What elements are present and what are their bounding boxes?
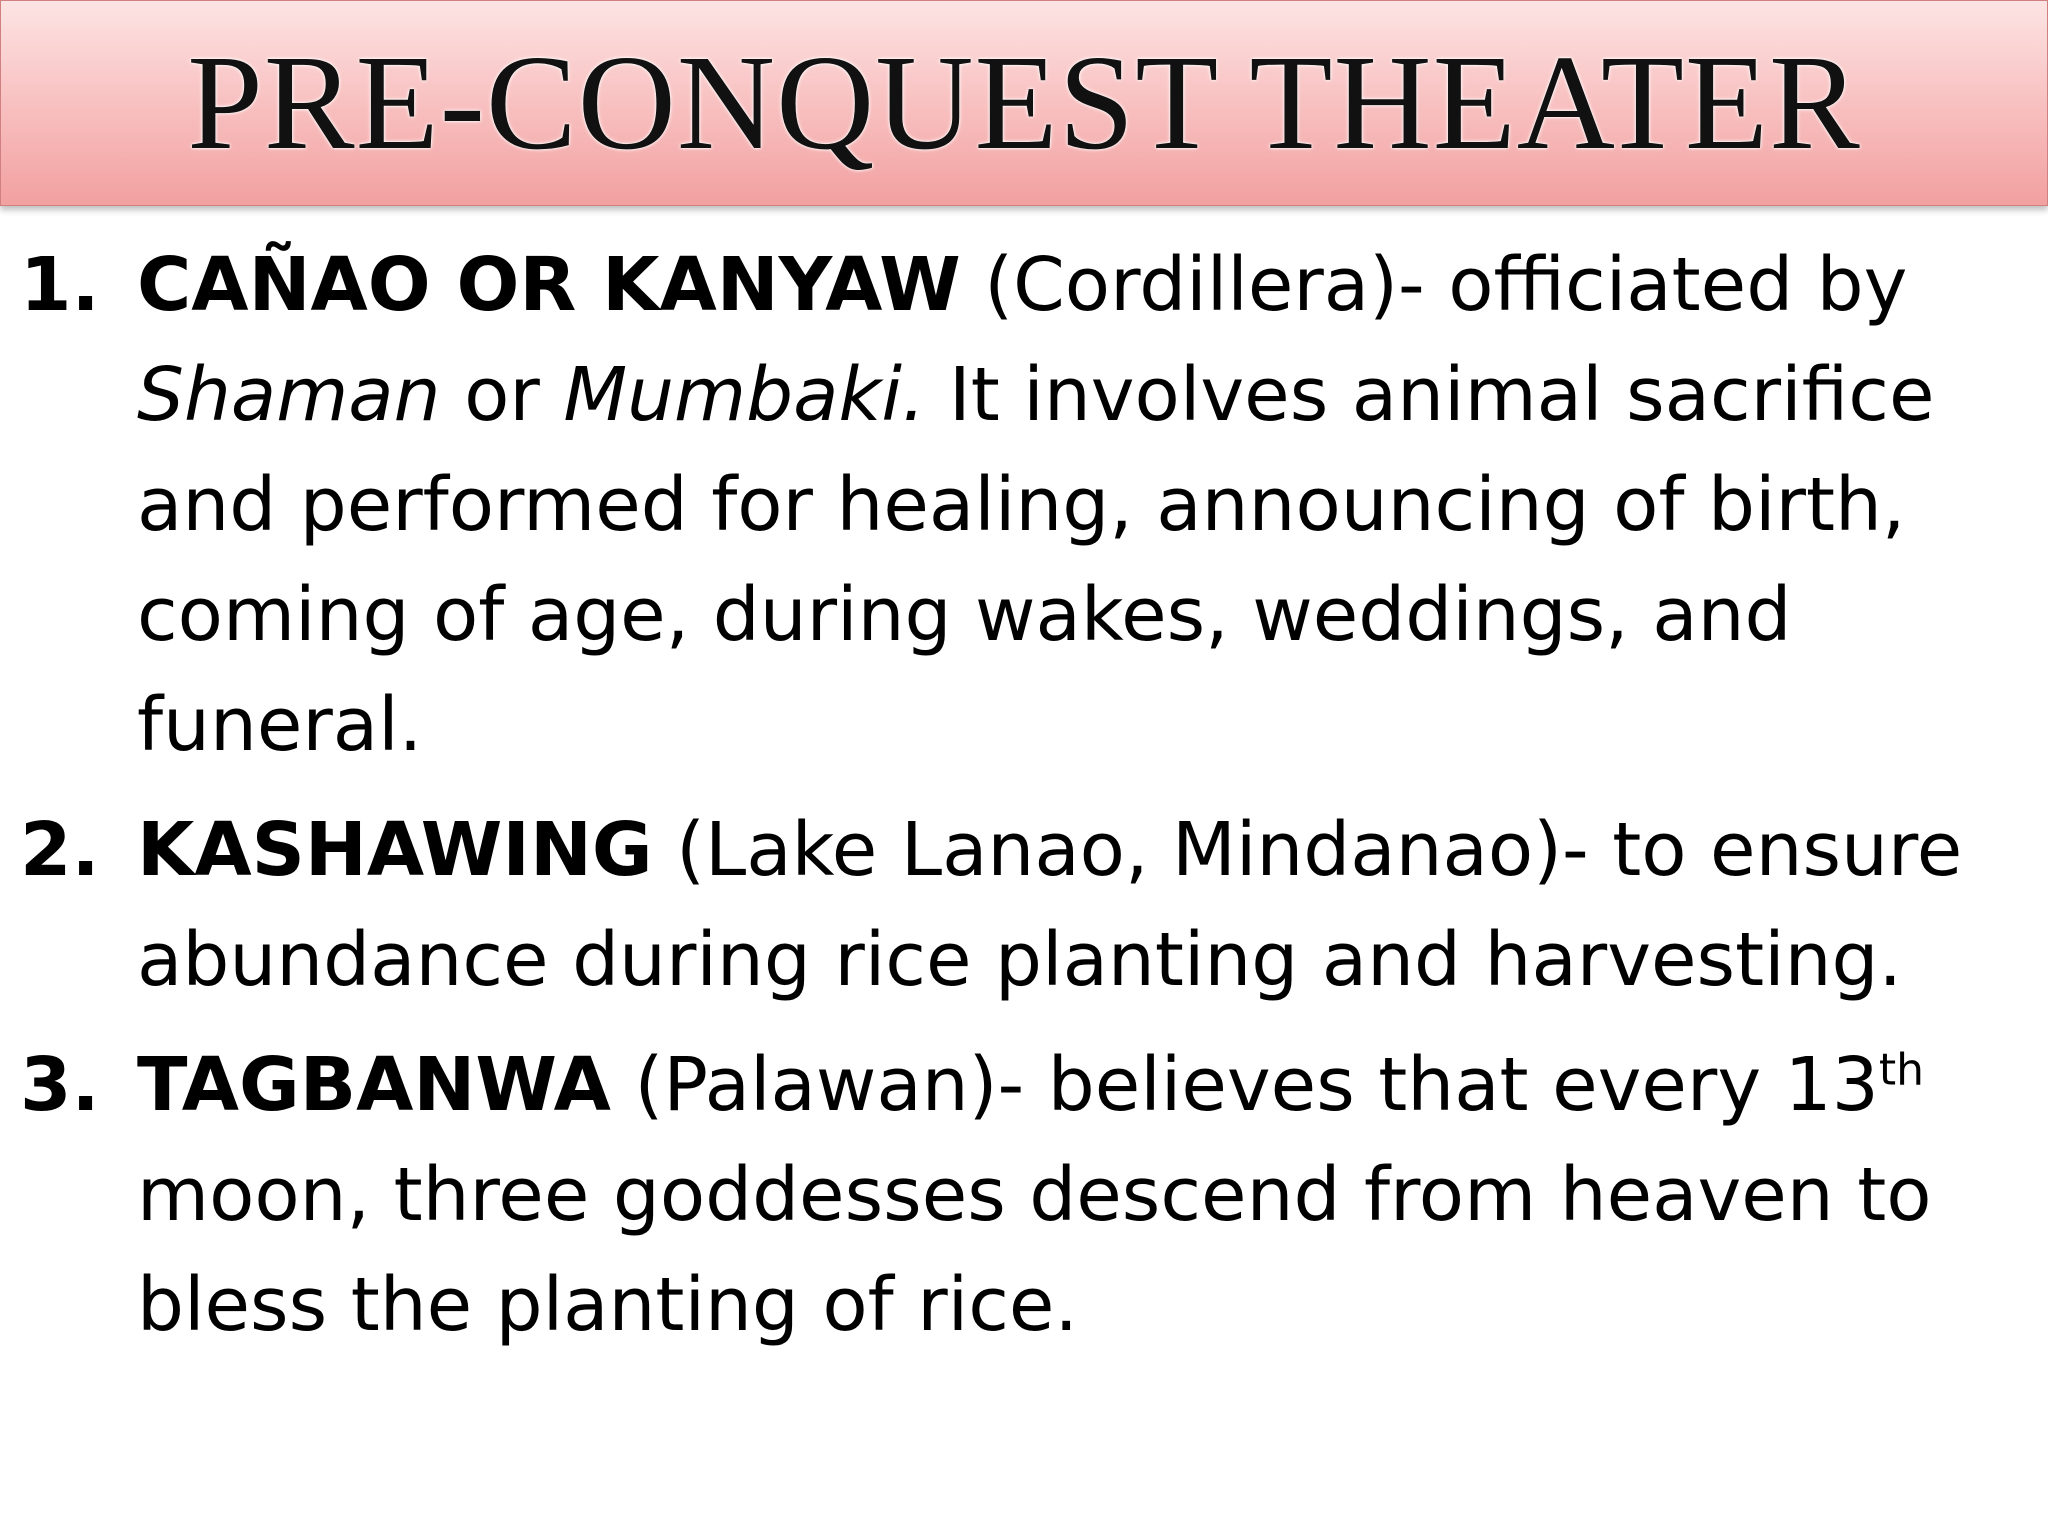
item-line: moon, three goddesses descend from heaven to bbox=[137, 1152, 1932, 1238]
list-item bbox=[20, 230, 2010, 780]
list-item bbox=[20, 795, 2010, 1015]
item-line-text: It involves animal sacrifice bbox=[925, 352, 1935, 438]
item-line: bless the planting of rice. bbox=[137, 1262, 1078, 1348]
item-line-text: (Lake Lanao, Mindanao)- to ensure bbox=[652, 807, 1963, 893]
item-text bbox=[137, 795, 2010, 1015]
item-term: CAÑAO OR KANYAW bbox=[137, 242, 961, 328]
item-line: funeral. bbox=[137, 682, 423, 768]
item-term: KASHAWING bbox=[137, 807, 653, 893]
item-line-text: (Palawan)- believes that every 13 bbox=[610, 1042, 1879, 1128]
title-banner bbox=[0, 0, 2048, 206]
item-line: coming of age, during wakes, weddings, and bbox=[137, 572, 1792, 658]
numbered-list bbox=[20, 230, 2010, 1375]
item-line: and performed for healing, announcing of birth, bbox=[137, 462, 1906, 548]
item-number: 3. bbox=[20, 1042, 100, 1128]
item-number: 1. bbox=[20, 242, 100, 328]
item-line bbox=[137, 340, 2010, 450]
italic-term: Mumbaki. bbox=[563, 352, 926, 438]
item-text bbox=[137, 1030, 2010, 1360]
item-line bbox=[137, 1030, 2010, 1140]
list-item bbox=[20, 1030, 2010, 1360]
ordinal-suffix: th bbox=[1878, 1044, 1924, 1096]
item-term: TAGBANWA bbox=[137, 1042, 611, 1128]
item-text bbox=[137, 230, 2010, 780]
item-number: 2. bbox=[20, 807, 100, 893]
italic-term: Shaman bbox=[137, 352, 441, 438]
item-line bbox=[137, 795, 2010, 905]
item-line-text: or bbox=[440, 352, 564, 438]
item-line-text: (Cordillera)- officiated by bbox=[960, 242, 1908, 328]
slide-title: PRE-CONQUEST THEATER bbox=[187, 28, 1861, 178]
item-line: abundance during rice planting and harvesting. bbox=[137, 917, 1903, 1003]
item-line bbox=[137, 230, 2010, 340]
